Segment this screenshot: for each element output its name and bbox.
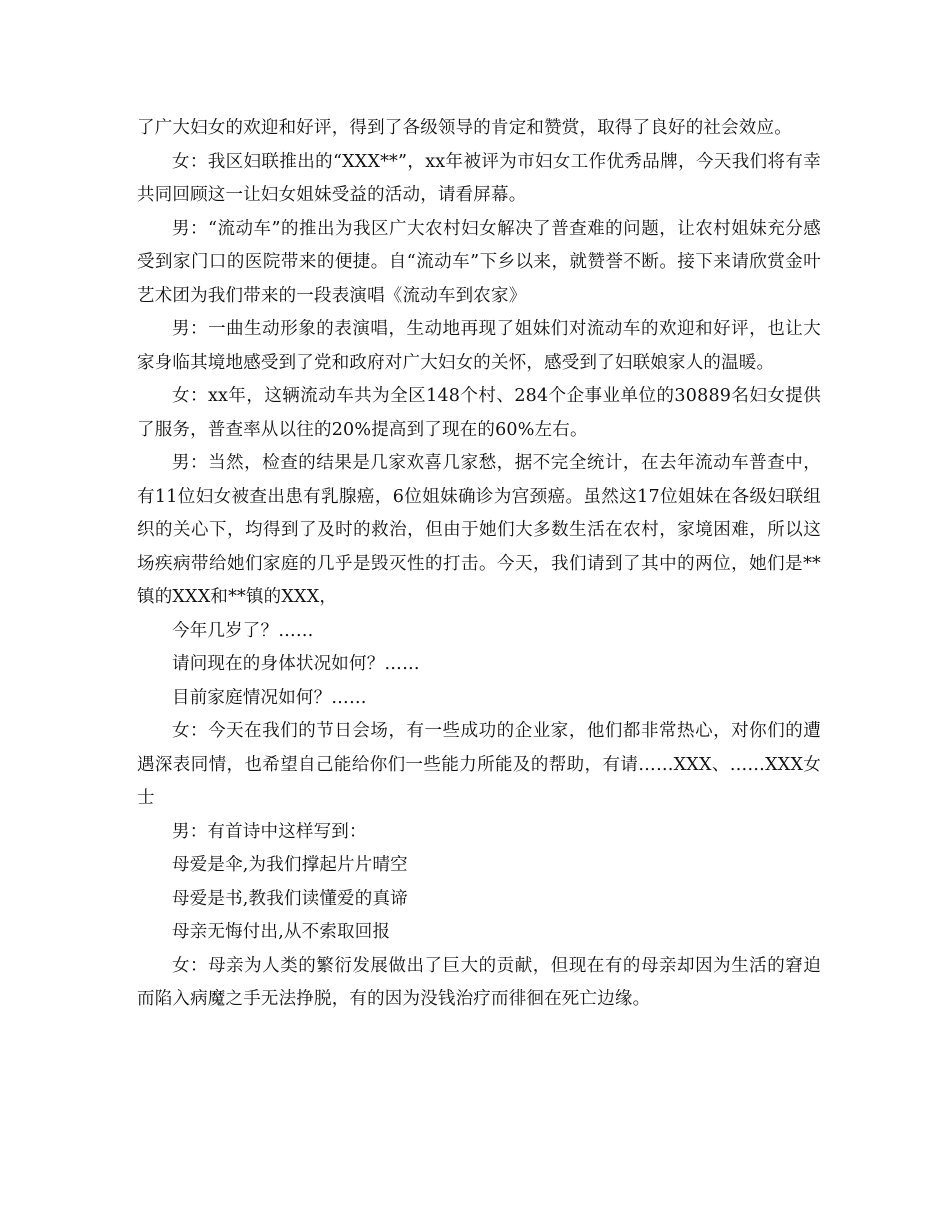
paragraph-male-host-poem-intro: 男：有首诗中这样写到： — [172, 821, 367, 842]
paragraph-male-host-mobile-vehicle: 男：“流动车”的推出为我区广大农村妇女解决了普查难的问题，让农村姐妹充分感受到家门口的医院带来的便捷。自“流动车”下乡以来，就赞誉不断。接下来请欣赏金叶艺术团为我们带来的一段表演唱《流动车到农家》 — [137, 218, 821, 306]
paragraph-male-host-results: 男：当然，检查的结果是几家欢喜几家愁，据不完全统计，在去年流动车普查中，有11位妇女被查出患有乳腺癌，6位姐妹确诊为宫颈癌。虽然这17位姐妹在各级妇联组织的关心下，均得到了及时的救治，但由于她们大多数生活在农村，家境困难，所以这场疾病带给她们家庭的几乎是毁灭性的打击。今天，我们请到了其中的两位，她们是**镇的XXX和**镇的XXX， — [137, 453, 821, 607]
paragraph-poem-line-1: 母爱是伞,为我们撑起片片晴空 — [172, 855, 408, 875]
paragraph-question-age: 今年几岁了？…… — [172, 620, 314, 641]
paragraph-female-host-entrepreneurs: 女：今天在我们的节日会场，有一些成功的企业家，他们都非常热心，对你们的遭遇深表同情，也希望自己能给你们一些能力所能及的帮助，有请……XXX、……XXX女士 — [137, 721, 821, 808]
document-body — [137, 112, 821, 1017]
paragraph-male-host-performance: 男：一曲生动形象的表演唱，生动地再现了姐妹们对流动车的欢迎和好评，也让大家身临其境地感受到了党和政府对广大妇女的关怀，感受到了妇联娘家人的温暖。 — [137, 319, 821, 373]
paragraph-poem-line-2: 母爱是书,教我们读懂爱的真谛 — [172, 888, 408, 909]
paragraph-poem-line-3: 母亲无悔付出,从不索取回报 — [172, 922, 391, 942]
paragraph-question-family: 目前家庭情况如何？…… — [172, 687, 367, 708]
paragraph-question-health: 请问现在的身体状况如何？…… — [172, 654, 420, 674]
paragraph-female-host-brand: 女：我区妇联推出的“XXX**”，xx年被评为市妇女工作优秀品牌，今天我们将有幸共同回顾这一让妇女姐妹受益的活动，请看屏幕。 — [137, 151, 821, 205]
paragraph-female-host-mothers: 女：母亲为人类的繁衍发展做出了巨大的贡献，但现在有的母亲却因为生活的窘迫而陷入病魔之手无法挣脱，有的因为没钱治疗而徘徊在死亡边缘。 — [137, 955, 821, 1009]
paragraph-continued: 了广大妇女的欢迎和好评，得到了各级领导的肯定和赞赏，取得了良好的社会效应。 — [137, 118, 792, 138]
paragraph-female-host-statistics: 女：xx年，这辆流动车共为全区148个村、284个企事业单位的30889名妇女提供了服务，普查率从以往的20%提高到了现在的60%左右。 — [137, 386, 821, 440]
